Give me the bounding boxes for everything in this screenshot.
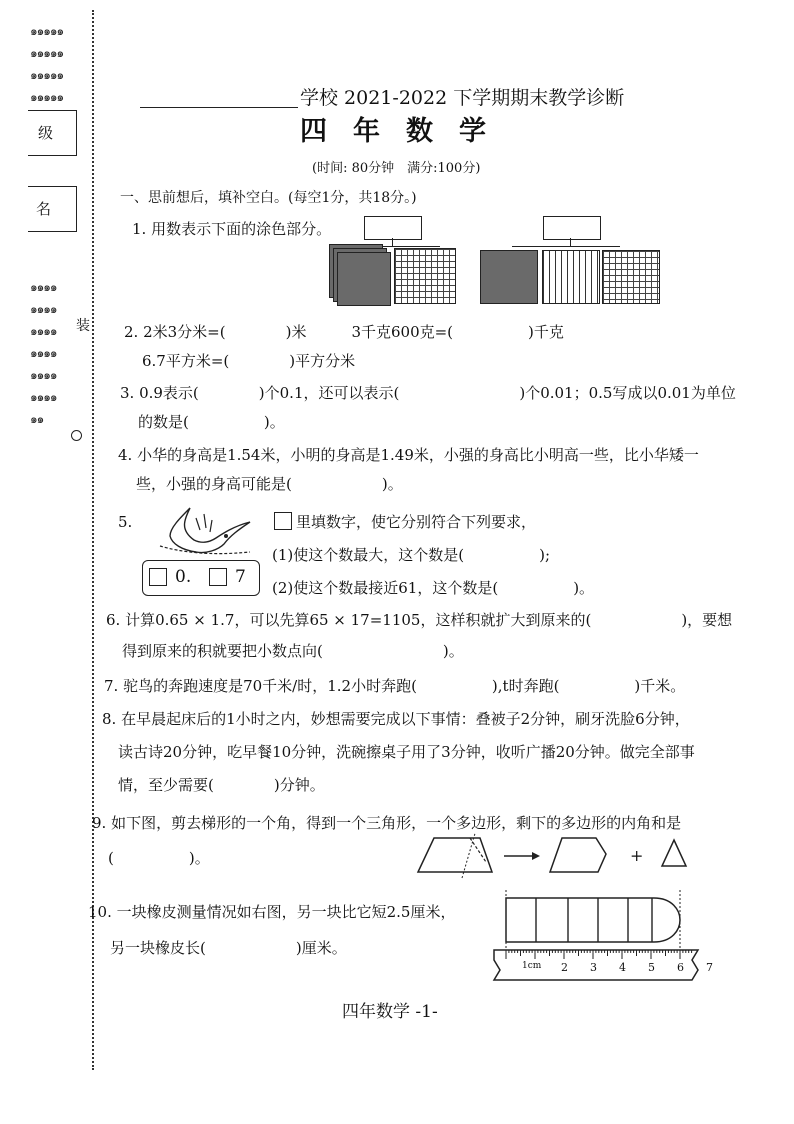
ruler-tick-label: 4: [619, 961, 626, 974]
wave-decoration: ๑๑๑๑: [30, 390, 57, 404]
ruler-tick-label: 5: [648, 961, 655, 974]
punch-hole-icon: [71, 430, 82, 441]
page-number: 四年数学 -1-: [342, 1002, 438, 1022]
number-card: [142, 560, 260, 596]
question-2-line-1: 2. 2米3分米=( )米 3千克600克=( )千克: [124, 323, 564, 341]
binding-label: 装: [76, 318, 90, 334]
digit-blank-box: [209, 568, 227, 586]
question-4-line-1: 4. 小华的身高是1.54米，小明的身高是1.49米，小强的身高比小明高一些，比小华矮一: [118, 446, 699, 464]
bracket-line: [392, 238, 393, 246]
plus-sign: +: [630, 846, 644, 865]
question-10-line-1: 10. 一块橡皮测量情况如右图，另一块比它短2.5厘米，: [88, 903, 456, 921]
answer-box: [364, 216, 422, 240]
question-5-prompt: 里填数字，使它分别符合下列要求，: [296, 513, 537, 531]
bird-icon: [150, 500, 270, 562]
name-field-box: [28, 186, 77, 232]
question-9-line-1: 9. 如下图，剪去梯形的一个角，得到一个三角形，一个多边形，剩下的多边形的内角和是: [92, 814, 682, 832]
school-line: 学校 2021-2022 下学期期末教学诊断: [300, 87, 625, 109]
question-1: 1. 用数表示下面的涂色部分。: [132, 220, 332, 238]
ruler-tick-label: 2: [561, 961, 568, 974]
question-8-line-3: 情，至少需要( )分钟。: [118, 776, 325, 794]
trapezoid-cut-diagram: [414, 832, 704, 880]
wave-decoration: ๑๑๑๑: [30, 324, 57, 338]
name-label: 名: [36, 200, 52, 218]
class-field-box: [28, 110, 77, 156]
question-6-line-2: 得到原来的积就要把小数点向( )。: [122, 642, 464, 660]
shaded-square: [480, 250, 538, 304]
wave-decoration: ๑๑๑๑: [30, 302, 57, 316]
question-5-part-2: (2)使这个数最接近61，这个数是( )。: [272, 579, 595, 597]
question-2-line-2: 6.7平方米=( )平方分米: [142, 352, 356, 370]
question-3-line-2: 的数是( )。: [138, 413, 285, 431]
arrow-right-icon: [504, 852, 540, 860]
section-heading: 一、思前想后，填补空白。(每空1分，共18分。): [120, 190, 417, 206]
number-card-left-text: 0.: [175, 567, 192, 587]
shaded-square-front: [337, 252, 391, 306]
ruler-tick-label: 3: [590, 961, 597, 974]
question-5-number: 5.: [118, 513, 133, 531]
ruler-tick-label: 1cm: [522, 961, 542, 971]
wave-decoration: ๑๑๑๑: [30, 368, 57, 382]
answer-box: [543, 216, 601, 240]
ruler-tick-label: 7: [706, 961, 713, 974]
wave-decoration: ๑๑๑๑: [30, 280, 57, 294]
wave-decoration: ๑๑๑๑๑: [30, 46, 64, 60]
grid-square: [602, 250, 660, 304]
class-label: 级: [38, 124, 54, 142]
pentagon-shape: [550, 838, 606, 872]
wave-decoration: ๑๑: [30, 412, 44, 426]
bracket-line: [512, 246, 620, 247]
school-name-blank: [140, 107, 298, 108]
page-title: 四年数学: [300, 116, 512, 147]
wave-decoration: ๑๑๑๑: [30, 346, 57, 360]
question-6-line-1: 6. 计算0.65 × 1.7，可以先算65 × 17=1105，这样积就扩大到原来的( )，要想: [106, 611, 733, 629]
grid-square: [394, 248, 456, 304]
wave-decoration: ๑๑๑๑๑: [30, 24, 64, 38]
question-8-line-1: 8. 在早晨起床后的1小时之内，妙想需要完成以下事情：叠被子2分钟，刷牙洗脸6分钟，: [102, 710, 690, 728]
question-5-part-1: (1)使这个数最大，这个数是( );: [272, 546, 551, 564]
striped-square: [542, 250, 600, 304]
ruler-tick-label: 6: [677, 961, 684, 974]
question-7: 7. 驼鸟的奔跑速度是70千米/时，1.2小时奔跑( ),t时奔跑( )千米。: [104, 677, 686, 695]
question-4-line-2: 些，小强的身高可能是( )。: [136, 475, 403, 493]
digit-blank-box: [149, 568, 167, 586]
ruler-labels: [486, 888, 713, 984]
question-10-line-2: 另一块橡皮长( )厘米。: [110, 939, 347, 957]
exam-subtitle: (时间: 80分钟 满分:100分): [312, 161, 481, 176]
bracket-line: [570, 238, 571, 246]
triangle-shape: [662, 840, 686, 866]
question-3-line-1: 3. 0.9表示( )个0.1，还可以表示( )个0.01；0.5写成以0.01为单位: [120, 384, 736, 402]
wave-decoration: ๑๑๑๑๑: [30, 68, 64, 82]
question-8-line-2: 读古诗20分钟，吃早餐10分钟，洗碗擦桌子用了3分钟，收听广播20分钟。做完全部事: [118, 743, 695, 761]
trapezoid-shape: [418, 832, 492, 878]
wave-decoration: ๑๑๑๑๑: [30, 90, 64, 104]
digit-blank-box: [274, 512, 292, 530]
number-card-right-text: 7: [235, 567, 246, 587]
question-9-line-2: ( )。: [108, 849, 210, 867]
